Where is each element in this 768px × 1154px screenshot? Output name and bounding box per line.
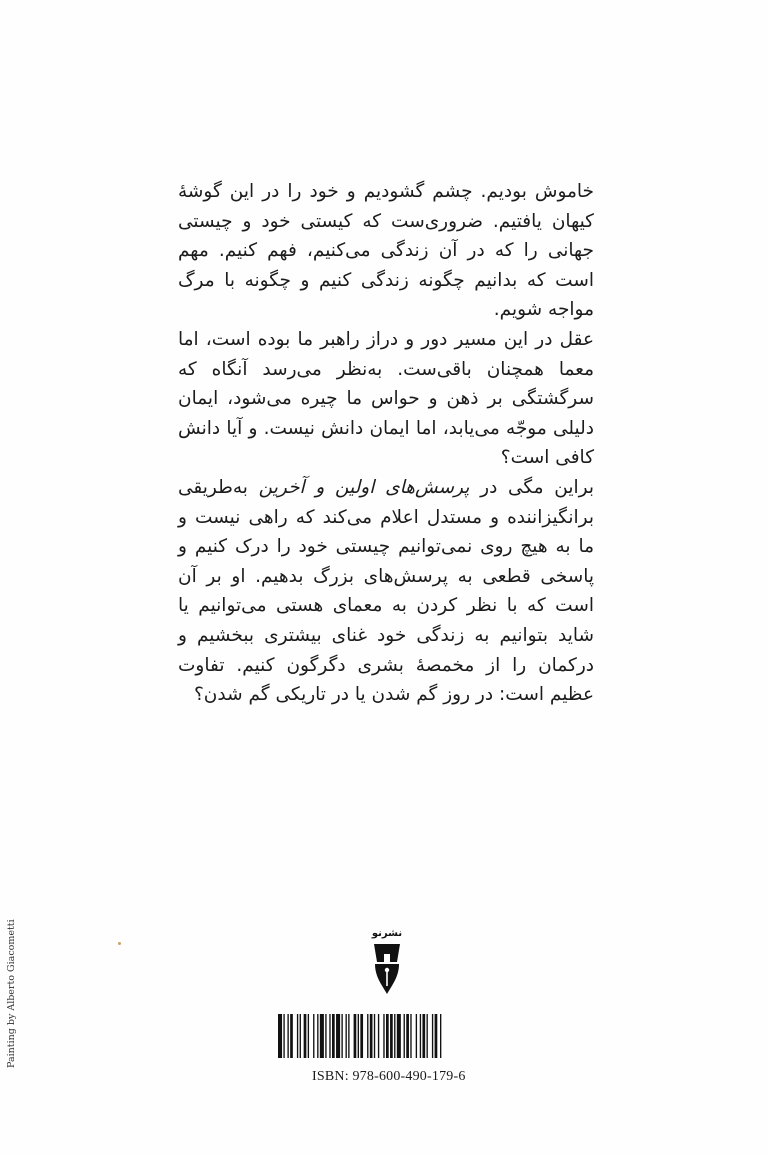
painting-credit: Painting by Alberto Giacometti [6,919,17,1068]
barcode [276,1014,492,1058]
blurb-paragraph-3 [178,473,594,710]
pen-nib-icon [372,942,402,996]
publisher-name: نشرنو [371,928,403,939]
back-cover-blurb [178,177,594,710]
publisher-logo [368,928,406,998]
decorative-dot [118,942,121,945]
blurb-paragraph-2: عقل در این مسیر دور و دراز راهبر ما بوده است، اما معما همچنان باقی‌ست. به‌نظر می‌رسد آنگاه که سرگشتگی بر ذهن و حواس ما چیره می‌شود، ایمان دلیلی موجّه می‌یابد، اما ایمان دانش نیست. و آیا دانش کافی است؟ [178,328,594,469]
book-title-italic: پرسش‌های اولین و آخرین [258,476,470,498]
blurb-p3-end: به‌طریقی برانگیزاننده و مستدل اعلام می‌کند که راهی نیست و ما به هیچ روی نمی‌توانیم چیستی خود را درک کنیم و پاسخی قطعی به پرسش‌های بزرگ بدهیم. او بر آن است که با نظر کردن به معمای هستی می‌توانیم یا شاید بتوانیم به زندگی خود غنای بیشتری ببخشیم و درکمان را از مخمصهٔ بشری دگرگون کنیم. تفاوت عظیم است: در روز گم شدن یا در تاریکی گم شدن؟ [178,476,594,706]
isbn-number: ISBN: 978-600-490-179-6 [312,1069,466,1084]
blurb-p3-start: براین مگی در [469,476,594,498]
blurb-paragraph-1: خاموش بودیم. چشم گشودیم و خود را در این گوشهٔ کیهان یافتیم. ضروری‌ست که کیستی خود و چیستی جهانی را که در آن زندگی می‌کنیم، فهم کنیم. مهم است که بدانیم چگونه زندگی کنیم و چگونه با مرگ مواجه شویم. [178,181,594,321]
